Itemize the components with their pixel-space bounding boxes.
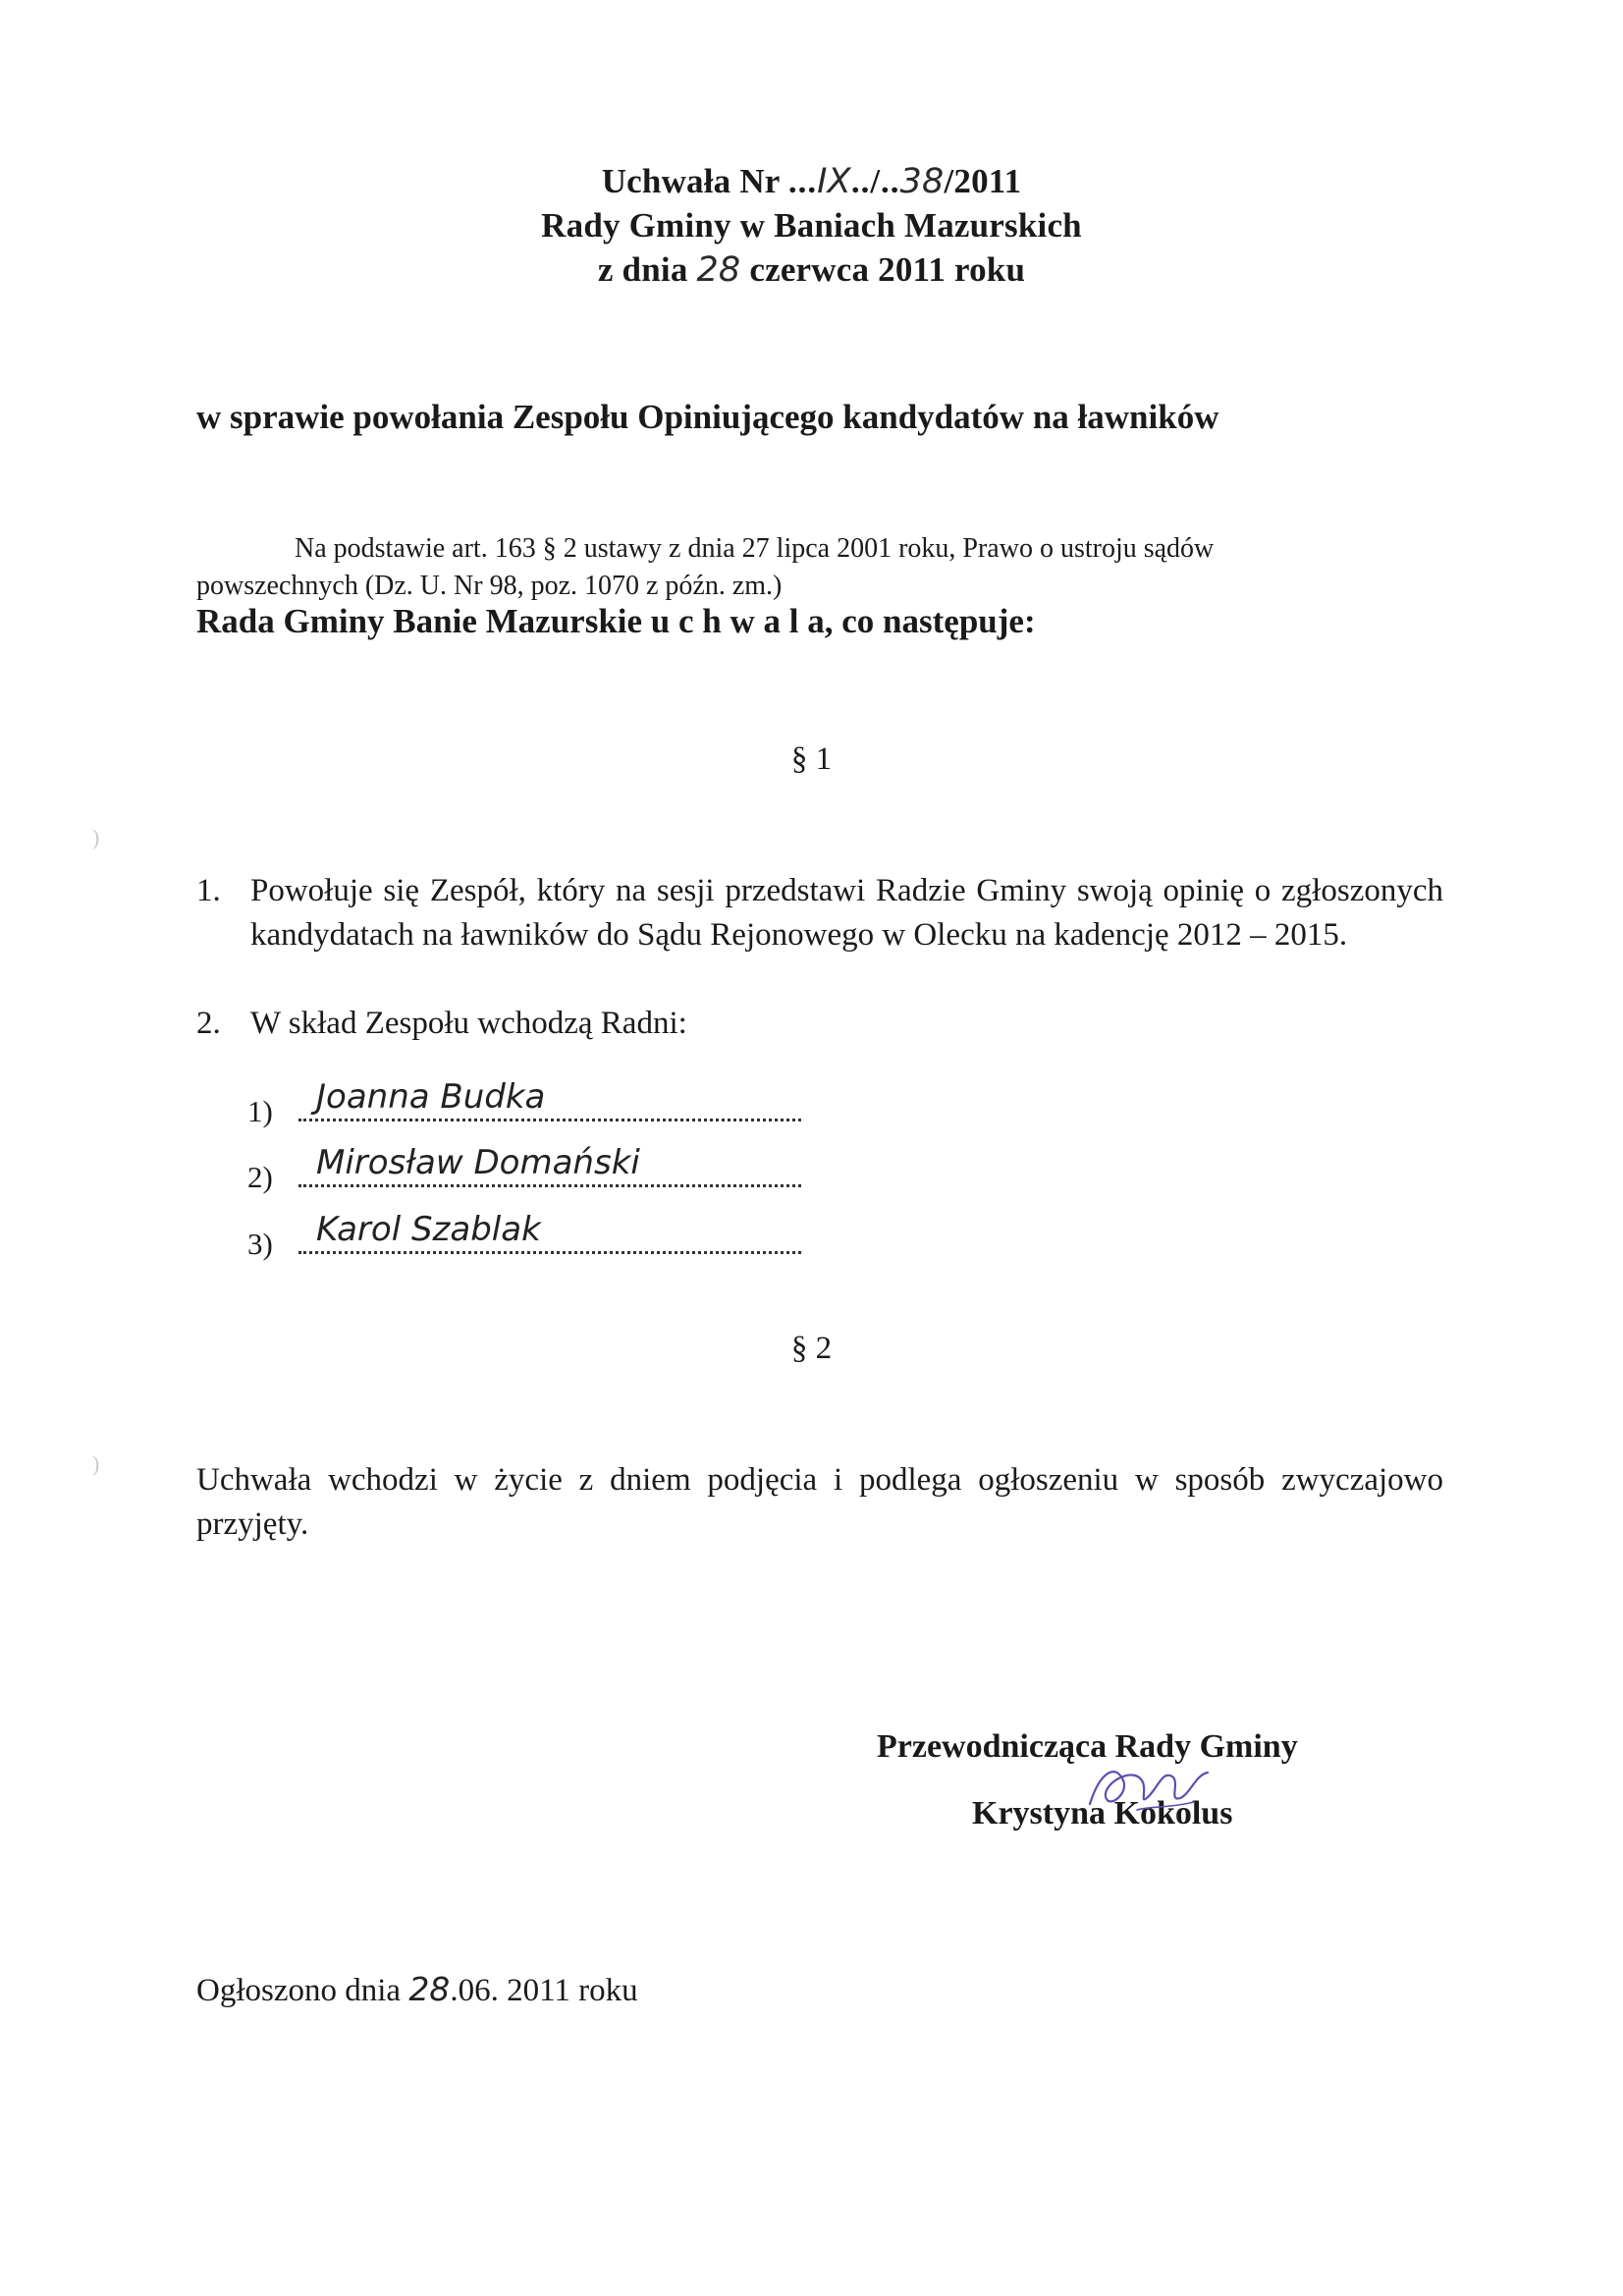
title-prefix: Uchwała Nr bbox=[601, 162, 788, 200]
date-suffix: czerwca 2011 roku bbox=[740, 250, 1026, 289]
section-1-heading: § 1 bbox=[790, 741, 833, 777]
announcement-prefix: Ogłoszono dnia bbox=[196, 1973, 409, 2008]
member-blank-line bbox=[298, 1143, 801, 1187]
list-item-number: 1. bbox=[196, 873, 221, 908]
handwritten-signature bbox=[1078, 1753, 1225, 1822]
member-row bbox=[247, 1210, 801, 1262]
member-blank-line bbox=[298, 1077, 801, 1121]
member-number: 1) bbox=[247, 1094, 273, 1128]
legal-basis-line-1: Na podstawie art. 163 § 2 ustawy z dnia 27 lipca 2001 roku, Prawo o ustroju sądów bbox=[295, 533, 1215, 564]
handwritten-date-day: 28 bbox=[696, 250, 741, 290]
resolution-title bbox=[0, 162, 1623, 201]
date-prefix: z dnia bbox=[597, 250, 697, 289]
announcement-line bbox=[196, 1970, 638, 2009]
resolution-subject: w sprawie powołania Zespołu Opiniującego kandydatów na ławników bbox=[196, 398, 1219, 436]
list-item bbox=[196, 1002, 1443, 1046]
signatory-name: Krystyna Kokolus bbox=[972, 1795, 1233, 1831]
list-item bbox=[196, 869, 1443, 1007]
member-blank-line bbox=[298, 1210, 801, 1254]
council-line: Rady Gminy w Baniach Mazurskich bbox=[541, 206, 1082, 245]
list-item-text: Powołuje się Zespół, który na sesji przedstawi Radzie Gminy swoją opinię o zgłoszonych kandydatach na ławników do Sądu Rejonowego w Olecku na kadencję 2012 – 2015. bbox=[250, 873, 1443, 953]
handwritten-member-name: Karol Szablak bbox=[316, 1210, 541, 1249]
legal-basis bbox=[196, 530, 1443, 605]
scan-margin-mark: ) bbox=[92, 825, 100, 849]
resolves-line: Rada Gminy Banie Mazurskie u c h w a l a, co następuje: bbox=[196, 602, 1036, 640]
section-2-heading: § 2 bbox=[790, 1331, 833, 1366]
announcement-suffix: .06. 2011 roku bbox=[450, 1973, 638, 2008]
member-row bbox=[247, 1077, 801, 1129]
title-dots-1: ... bbox=[787, 162, 818, 200]
title-dots-2: ../.. bbox=[850, 162, 900, 200]
scan-margin-mark: ) bbox=[92, 1451, 100, 1476]
member-number: 3) bbox=[247, 1227, 273, 1261]
handwritten-announcement-day: 28 bbox=[408, 1970, 451, 2008]
handwritten-member-name: Joanna Budka bbox=[316, 1077, 546, 1117]
title-suffix: /2011 bbox=[944, 162, 1022, 200]
handwritten-resolution-number: IX bbox=[817, 162, 851, 201]
handwritten-member-name: Mirosław Domański bbox=[316, 1143, 640, 1182]
list-item-number: 2. bbox=[196, 1006, 221, 1041]
list-item-text: W skład Zespołu wchodzą Radni: bbox=[250, 1006, 687, 1041]
section-2-text: Uchwała wchodzi w życie z dniem podjęcia i podlega ogłoszeniu w sposób zwyczajowo przyjęty. bbox=[196, 1462, 1443, 1542]
member-number: 2) bbox=[247, 1160, 273, 1194]
legal-basis-line-2: powszechnych (Dz. U. Nr 98, poz. 1070 z późn. zm.) bbox=[196, 571, 783, 601]
resolution-date bbox=[0, 250, 1623, 290]
member-row bbox=[247, 1143, 801, 1195]
handwritten-resolution-position: 38 bbox=[899, 162, 945, 201]
signatory-role: Przewodnicząca Rady Gminy bbox=[877, 1728, 1298, 1765]
